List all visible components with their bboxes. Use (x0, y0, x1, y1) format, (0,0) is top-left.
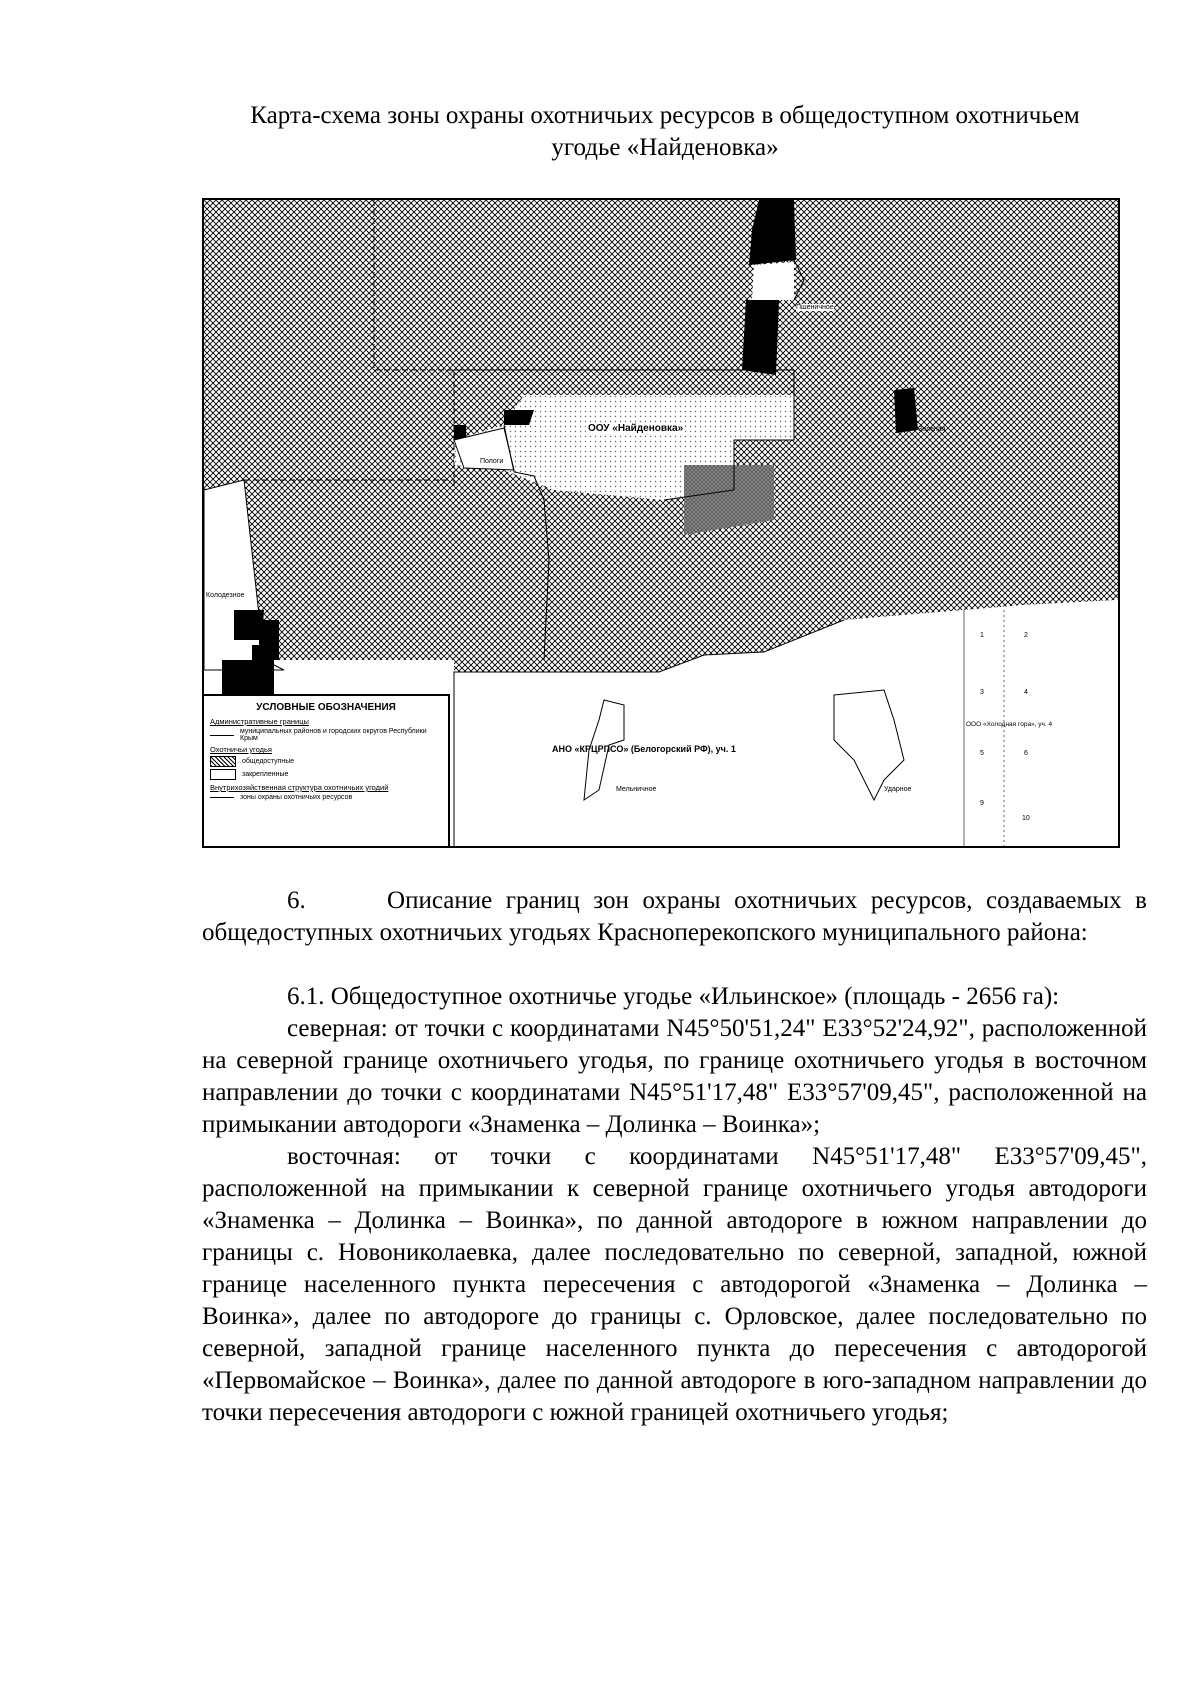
grid-number: 2 (1024, 632, 1028, 639)
legend-structure-item: зоны охраны охотничьих ресурсов (240, 794, 353, 801)
grid-number: 3 (980, 689, 984, 696)
legend-public-item: общедоступные (242, 758, 295, 765)
label-village-east: Зеленая (918, 426, 946, 433)
grid-number: 1 (980, 632, 984, 639)
title-line-1: Карта-схема зоны охраны охотничьих ресурсов в общедоступном охотничьем (250, 102, 1080, 129)
label-fixed-ground-1: АНО «КРЦРПСО» (Белогорский РФ), уч. 1 (552, 744, 736, 754)
label-village-far-west: Колодезное (206, 592, 245, 599)
legend-grounds-heading: Охотничьи угодья (210, 745, 272, 754)
paragraph-section-6-1: 6.1. Общедоступное охотничье угодье «Ильинское» (площадь - 2656 га): (287, 983, 1060, 1010)
grid-number: 5 (980, 750, 984, 757)
label-village-southeast: Ударное (884, 786, 912, 793)
title-line-2: угодье «Найденовка» (551, 134, 779, 161)
map-scheme (202, 198, 1120, 848)
grid-number: 9 (980, 800, 984, 807)
label-village-south: Мельничное (616, 786, 657, 793)
grid-number: 10 (1022, 815, 1030, 822)
legend-line-swatch (210, 797, 234, 798)
map-legend (204, 694, 450, 848)
sw-black-parcel-3 (222, 660, 252, 694)
legend-fixed-item: закрепленные (242, 771, 289, 778)
legend-hatch-swatch (210, 756, 236, 767)
grid-number: 6 (1024, 750, 1028, 757)
page-title (190, 100, 1140, 164)
label-hunting-ground: ООУ «Найденовка» (588, 423, 684, 434)
north-black-parcel-2 (742, 300, 779, 375)
east-black-parcel (894, 388, 918, 433)
legend-public-row (210, 756, 442, 767)
label-village-west: Пологи (480, 458, 504, 465)
label-village-north: Пшеничное (796, 304, 834, 311)
legend-structure-heading: Внутрихозяйственная структура охотничьих угодий (210, 783, 389, 792)
north-white-gap (752, 262, 794, 300)
legend-admin-heading: Административные границы (210, 717, 309, 726)
paragraph-north-boundary: северная: от точки с координатами N45°50'51,24" E33°52'24,92", расположенной на северной границе охотничьего угодья, по границе охотничьего угодья в восточном направлении до точки с координатами N45°51'17,48" E33°57'09,45", расположенной на примыкании автодороги «Знаменка – Долинка – Воинка»; (202, 1015, 1147, 1138)
document-body (202, 885, 1147, 1429)
legend-empty-swatch (210, 769, 236, 780)
label-fixed-ground-2: ООО «Холодная гора», уч. 4 (966, 721, 1053, 728)
legend-line-swatch (210, 735, 234, 736)
grid-number: 4 (1024, 689, 1028, 696)
legend-fixed-row (210, 769, 442, 780)
paragraph-section-6: 6. Описание границ зон охраны охотничьих ресурсов, создаваемых в общедоступных охотничьих угодьях Красноперекопского муниципального района: (202, 887, 1147, 946)
polygi-black (504, 410, 534, 425)
legend-title: УСЛОВНЫЕ ОБОЗНАЧЕНИЯ (256, 702, 396, 713)
legend-admin-item: муниципальных районов и городских округов Республики Крым (240, 728, 427, 742)
legend-admin-row (210, 728, 442, 742)
legend-structure-row (210, 794, 442, 801)
sw-black-parcel-4 (252, 645, 274, 694)
paragraph-east-boundary: восточная: от точки с координатами N45°51'17,48" E33°57'09,45", расположенной на примыкании к северной границе охотничьего угодья автодороги «Знаменка – Долинка – Воинка», по данной автодороге в южном направлении до границы с. Новониколаевка, далее последовательно по северной, западной, южной границе населенного пункта пересечения с автодорогой «Знаменка – Долинка – Воинка», далее по автодороге до границы с. Орловское, далее последовательно по северной, западной границе населенного пункта до пересечения с автодорогой «Первомайское – Воинка», далее по данной автодороге в юго-западном направлении до точки пересечения автодороги с южной границей охотничьего угодья; (202, 1143, 1147, 1426)
